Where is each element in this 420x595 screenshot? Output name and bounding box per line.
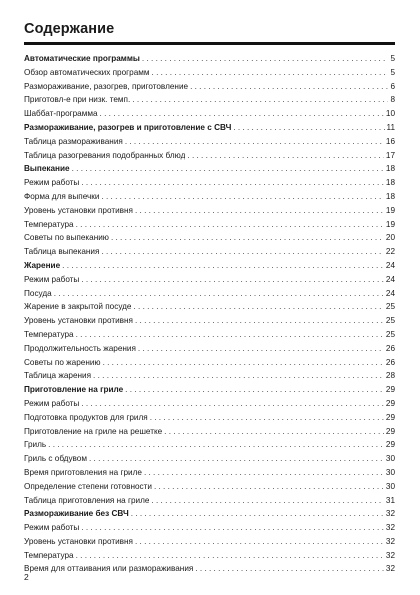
toc-page-number: 5 xyxy=(390,54,395,63)
toc-entry xyxy=(24,135,395,149)
toc-entry-title: Жарение в закрытой посуде xyxy=(24,302,132,312)
toc-entry xyxy=(24,66,395,80)
toc-leader-dots xyxy=(101,190,383,204)
toc-entry xyxy=(24,204,395,218)
toc-page-number: 30 xyxy=(385,467,395,477)
toc-entry xyxy=(24,314,395,328)
toc-leader-dots xyxy=(89,452,384,466)
toc-entry xyxy=(24,287,395,301)
toc-leader-dots xyxy=(133,300,383,314)
toc-leader-dots xyxy=(144,466,384,480)
toc-entry-title: Определение степени готовности xyxy=(24,481,152,491)
toc-leader-dots xyxy=(81,521,384,535)
toc-entry xyxy=(24,521,395,535)
toc-page-number: 25 xyxy=(385,302,395,312)
toc-page-number: 5 xyxy=(390,67,395,77)
toc-entry xyxy=(24,80,395,94)
toc-leader-dots xyxy=(195,562,384,576)
toc-page-number: 11 xyxy=(386,122,395,132)
toc-entry-title: Приготовление на гриле на решетке xyxy=(24,426,163,436)
toc-entry xyxy=(24,438,395,452)
toc-section-heading xyxy=(24,259,395,273)
toc-leader-dots xyxy=(164,425,384,439)
toc-leader-dots xyxy=(131,507,384,521)
toc-entry-title: Продолжительность жарения xyxy=(24,343,136,353)
toc-page-number: 31 xyxy=(385,495,395,505)
toc-page-number: 10 xyxy=(385,109,395,119)
toc-entry-title: Уровень установки противня xyxy=(24,205,133,215)
toc-page-number: 20 xyxy=(385,233,395,243)
toc-entry xyxy=(24,549,395,563)
toc-entry-title: Посуда xyxy=(24,288,52,298)
toc-entry xyxy=(24,369,395,383)
toc-page-number: 29 xyxy=(385,412,395,422)
toc-section-heading xyxy=(24,121,395,135)
toc-leader-dots xyxy=(76,549,384,563)
toc-entry-title: Таблица выпекания xyxy=(24,247,100,257)
toc-page-number: 29 xyxy=(385,398,395,408)
toc-entry-title: Обзор автоматических программ xyxy=(24,67,150,77)
toc-leader-dots xyxy=(154,480,384,494)
toc-leader-dots xyxy=(81,176,384,190)
toc-section-heading xyxy=(24,52,395,66)
toc-entry-title: Режим работы xyxy=(24,178,80,188)
toc-entry xyxy=(24,231,395,245)
toc-page-number: 29 xyxy=(385,440,395,450)
toc-page-number: 24 xyxy=(385,274,395,284)
toc-page-number: 32 xyxy=(385,509,395,519)
toc-entry xyxy=(24,328,395,342)
toc-leader-dots xyxy=(187,149,384,163)
toc-page-number: 32 xyxy=(385,550,395,560)
toc-entry-title: Таблица приготовления на гриле xyxy=(24,495,150,505)
toc-entry-title: Время приготовления на гриле xyxy=(24,467,142,477)
footer-page-number: 2 xyxy=(24,572,29,582)
toc-page-number: 19 xyxy=(385,219,395,229)
toc-page-number: 8 xyxy=(390,95,395,105)
toc-leader-dots xyxy=(151,494,383,508)
toc-entry-title: Шаббат-программа xyxy=(24,109,98,119)
toc-entry-title: Подготовка продуктов для гриля xyxy=(24,412,148,422)
toc-entry-title: Советы по выпеканию xyxy=(24,233,109,243)
toc-page-number: 29 xyxy=(385,426,395,436)
toc-entry-title: Режим работы xyxy=(24,398,80,408)
toc-entry-title: Автоматические программы xyxy=(24,54,140,63)
toc-entry-title: Приготовление на гриле xyxy=(24,385,124,395)
toc-leader-dots xyxy=(81,397,384,411)
toc-entry xyxy=(24,300,395,314)
toc-page-number: 18 xyxy=(385,178,395,188)
toc-entry xyxy=(24,356,395,370)
toc-entry-title: Уровень установки противня xyxy=(24,536,133,546)
toc-entry-title: Время для оттаивания или размораживания xyxy=(24,564,194,574)
toc-page-number: 32 xyxy=(385,523,395,533)
toc-entry xyxy=(24,218,395,232)
toc-leader-dots xyxy=(100,107,384,121)
toc-page-number: 6 xyxy=(390,81,395,91)
toc-entry-title: Советы по жарению xyxy=(24,357,101,367)
toc-page-number: 17 xyxy=(385,150,395,160)
toc-entry xyxy=(24,452,395,466)
toc-entry xyxy=(24,494,395,508)
toc-entry-title: Форма для выпечки xyxy=(24,191,100,201)
toc-leader-dots xyxy=(62,259,384,273)
toc-page-number: 18 xyxy=(385,191,395,201)
title-rule xyxy=(24,42,395,45)
toc-leader-dots xyxy=(76,328,384,342)
toc-entry-title: Гриль с обдувом xyxy=(24,454,87,464)
toc-entry xyxy=(24,107,395,121)
page-title: Содержание xyxy=(24,21,115,37)
toc-entry xyxy=(24,245,395,259)
toc-leader-dots xyxy=(150,411,384,425)
toc-entry xyxy=(24,562,395,576)
toc-leader-dots xyxy=(48,438,384,452)
toc-entry-title: Размораживание, разогрев и приготовление с СВЧ xyxy=(24,122,232,132)
toc-page-number: 28 xyxy=(385,371,395,381)
toc-entry-title: Гриль xyxy=(24,440,47,450)
table-of-contents xyxy=(24,52,395,576)
toc-leader-dots xyxy=(135,314,384,328)
toc-entry xyxy=(24,535,395,549)
toc-page-number: 32 xyxy=(385,564,395,574)
toc-entry-title: Выпекание xyxy=(24,164,70,174)
toc-page-number: 16 xyxy=(385,136,395,146)
toc-page-number: 32 xyxy=(385,536,395,546)
toc-entry xyxy=(24,93,395,107)
toc-leader-dots xyxy=(135,535,384,549)
toc-entry-title: Таблица размораживания xyxy=(24,136,123,146)
toc-page-number: 18 xyxy=(385,164,395,174)
toc-section-heading xyxy=(24,383,395,397)
toc-entry xyxy=(24,176,395,190)
toc-entry xyxy=(24,273,395,287)
toc-page-number: 30 xyxy=(385,454,395,464)
toc-page-number: 22 xyxy=(385,247,395,257)
toc-entry-title: Размораживание, разогрев, приготовление xyxy=(24,81,189,91)
toc-entry xyxy=(24,411,395,425)
toc-page-number: 24 xyxy=(385,260,395,270)
toc-entry xyxy=(24,397,395,411)
toc-page-number: 24 xyxy=(385,288,395,298)
toc-entry-title: Температура xyxy=(24,219,74,229)
toc-page-number: 25 xyxy=(385,316,395,326)
toc-leader-dots xyxy=(135,204,384,218)
toc-entry-title: Температура xyxy=(24,329,74,339)
toc-leader-dots xyxy=(76,218,384,232)
toc-entry xyxy=(24,480,395,494)
toc-leader-dots xyxy=(101,245,383,259)
toc-leader-dots xyxy=(152,66,389,80)
toc-entry-title: Режим работы xyxy=(24,274,80,284)
toc-page-number: 29 xyxy=(385,385,395,395)
toc-leader-dots xyxy=(142,52,389,66)
toc-leader-dots xyxy=(132,93,388,107)
toc-leader-dots xyxy=(111,231,384,245)
toc-page-number: 26 xyxy=(385,357,395,367)
toc-entry xyxy=(24,190,395,204)
toc-leader-dots xyxy=(72,162,384,176)
toc-entry xyxy=(24,149,395,163)
toc-page-number: 25 xyxy=(385,329,395,339)
toc-leader-dots xyxy=(103,356,384,370)
toc-page-number: 30 xyxy=(385,481,395,491)
toc-section-heading xyxy=(24,162,395,176)
toc-page-number: 19 xyxy=(385,205,395,215)
toc-leader-dots xyxy=(125,135,384,149)
toc-leader-dots xyxy=(233,121,384,135)
toc-entry-title: Таблица разогревания подобранных блюд xyxy=(24,150,186,160)
toc-leader-dots xyxy=(190,80,388,94)
toc-entry-title: Таблица жарения xyxy=(24,371,92,381)
toc-section-heading xyxy=(24,507,395,521)
toc-entry xyxy=(24,342,395,356)
toc-leader-dots xyxy=(93,369,384,383)
toc-entry xyxy=(24,466,395,480)
toc-leader-dots xyxy=(54,287,384,301)
toc-entry-title: Размораживание без СВЧ xyxy=(24,509,129,519)
toc-leader-dots xyxy=(138,342,384,356)
toc-entry-title: Жарение xyxy=(24,260,61,270)
toc-page-number: 26 xyxy=(385,343,395,353)
toc-entry-title: Режим работы xyxy=(24,523,80,533)
toc-entry xyxy=(24,425,395,439)
toc-leader-dots xyxy=(125,383,384,397)
toc-entry-title: Температура xyxy=(24,550,74,560)
toc-leader-dots xyxy=(81,273,384,287)
toc-entry-title: Уровень установки противня xyxy=(24,316,133,326)
toc-entry-title: Приготовл-е при низк. темп. xyxy=(24,95,131,105)
